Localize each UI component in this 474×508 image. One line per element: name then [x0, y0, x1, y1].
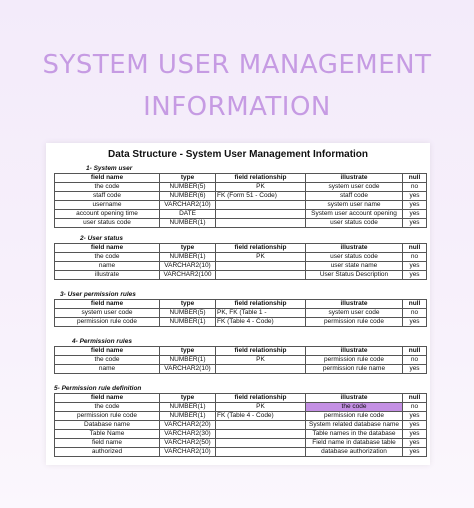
column-header: type	[160, 347, 216, 356]
table-cell[interactable]: name	[55, 365, 160, 374]
table-row	[55, 318, 427, 327]
table-cell[interactable]: yes	[403, 262, 427, 271]
table-row	[55, 262, 427, 271]
hero-title-line-1: SYSTEM USER MANAGEMENT	[42, 50, 432, 80]
table-cell[interactable]: PK	[216, 403, 306, 412]
table-cell[interactable]: yes	[403, 448, 427, 457]
table-cell[interactable]: yes	[403, 421, 427, 430]
table-cell[interactable]	[216, 201, 306, 210]
table-cell[interactable]: PK	[216, 253, 306, 262]
table-row	[55, 430, 427, 439]
table-cell[interactable]: user status code	[306, 219, 403, 228]
table-cell[interactable]	[216, 448, 306, 457]
table-cell[interactable]: permission rule code	[55, 412, 160, 421]
table-cell[interactable]: VARCHAR2(50)	[160, 439, 216, 448]
table-cell[interactable]: yes	[403, 271, 427, 280]
table-cell[interactable]: account opening time	[55, 210, 160, 219]
table-cell[interactable]: NUMBER(1)	[160, 253, 216, 262]
section-table	[54, 173, 427, 228]
column-header: field name	[55, 394, 160, 403]
table-row	[55, 356, 427, 365]
section-table	[54, 346, 427, 374]
section-table	[54, 299, 427, 327]
table-cell[interactable]: yes	[403, 439, 427, 448]
table-cell[interactable]: system user name	[306, 201, 403, 210]
table-cell[interactable]: VARCHAR2(20)	[160, 421, 216, 430]
table-cell[interactable]: staff code	[306, 192, 403, 201]
table-header-row	[55, 300, 427, 309]
page-hero-title	[0, 44, 474, 128]
table-cell[interactable]: Field name in database table	[306, 439, 403, 448]
sheet-title: Data Structure - System User Management Information	[107, 149, 369, 160]
table-cell[interactable]: field name	[55, 439, 160, 448]
column-header: illustrate	[306, 174, 403, 183]
column-header: null	[403, 174, 427, 183]
table-row	[55, 183, 427, 192]
section-title: 4- Permission rules	[72, 338, 132, 345]
table-cell[interactable]: system user code	[306, 183, 403, 192]
table-row	[55, 365, 427, 374]
column-header: illustrate	[306, 244, 403, 253]
table-row	[55, 201, 427, 210]
table-cell[interactable]: VARCHAR2(10)	[160, 201, 216, 210]
table-cell[interactable]: database authorization	[306, 448, 403, 457]
column-header: field relationship	[216, 300, 306, 309]
table-cell[interactable]: NUMBER(6)	[160, 192, 216, 201]
table-cell[interactable]: user state name	[306, 262, 403, 271]
table-cell[interactable]: Table Name	[55, 430, 160, 439]
table-header-row	[55, 347, 427, 356]
table-cell[interactable]	[216, 439, 306, 448]
table-row	[55, 448, 427, 457]
table-cell[interactable]	[216, 219, 306, 228]
section-title: 5- Permission rule definition	[54, 385, 142, 392]
table-cell[interactable]: the code	[55, 253, 160, 262]
table-cell[interactable]: User Status Description	[306, 271, 403, 280]
section-title: 2- User status	[80, 235, 123, 242]
table-cell[interactable]: yes	[403, 318, 427, 327]
table-cell[interactable]: Database name	[55, 421, 160, 430]
table-cell[interactable]: permission rule code	[306, 412, 403, 421]
table-cell[interactable]: PK	[216, 183, 306, 192]
table-cell[interactable]	[216, 421, 306, 430]
table-cell[interactable]: System related database name	[306, 421, 403, 430]
column-header: field name	[55, 244, 160, 253]
column-header: illustrate	[306, 347, 403, 356]
table-cell[interactable]: authorized	[55, 448, 160, 457]
table-header-row	[55, 174, 427, 183]
table-cell[interactable]: PK	[216, 356, 306, 365]
table-row	[55, 210, 427, 219]
column-header: type	[160, 174, 216, 183]
table-cell[interactable]: no	[403, 183, 427, 192]
table-cell[interactable]: no	[403, 253, 427, 262]
column-header: null	[403, 394, 427, 403]
table-cell[interactable]: yes	[403, 365, 427, 374]
table-cell[interactable]: no	[403, 403, 427, 412]
table-cell[interactable]: permission rule code	[306, 318, 403, 327]
table-cell[interactable]: yes	[403, 430, 427, 439]
table-cell[interactable]: NUMBER(1)	[160, 219, 216, 228]
column-header: field name	[55, 174, 160, 183]
table-cell[interactable]: FK (Form 51 - Code)	[216, 192, 306, 201]
table-row	[55, 271, 427, 280]
table-cell[interactable]: VARCHAR2(10)	[160, 448, 216, 457]
table-cell[interactable]: VARCHAR2(30)	[160, 430, 216, 439]
table-row	[55, 403, 427, 412]
table-cell[interactable]: NUMBER(5)	[160, 309, 216, 318]
table-cell[interactable]: NUMBER(1)	[160, 318, 216, 327]
table-cell[interactable]: the code	[306, 403, 403, 412]
column-header: type	[160, 244, 216, 253]
column-header: type	[160, 300, 216, 309]
table-cell[interactable]: permission rule code	[55, 318, 160, 327]
table-cell[interactable]: NUMBER(1)	[160, 412, 216, 421]
table-header-row	[55, 244, 427, 253]
table-cell[interactable]: VARCHAR2(10)	[160, 365, 216, 374]
table-cell[interactable]	[216, 210, 306, 219]
table-cell[interactable]: user status code	[55, 219, 160, 228]
column-header: illustrate	[306, 394, 403, 403]
table-cell[interactable]	[216, 365, 306, 374]
table-cell[interactable]: Table names in the database	[306, 430, 403, 439]
table-cell[interactable]: no	[403, 356, 427, 365]
table-cell[interactable]: FK (Table 4 - Code)	[216, 412, 306, 421]
table-cell[interactable]: permission rule name	[306, 365, 403, 374]
table-cell[interactable]: the code	[55, 183, 160, 192]
table-cell[interactable]: VARCHAR2(100	[160, 271, 216, 280]
column-header: null	[403, 244, 427, 253]
table-cell[interactable]: user status code	[306, 253, 403, 262]
table-cell[interactable]: the code	[55, 356, 160, 365]
table-cell[interactable]: yes	[403, 412, 427, 421]
table-row	[55, 219, 427, 228]
table-cell[interactable]: no	[403, 309, 427, 318]
table-row	[55, 192, 427, 201]
spreadsheet-preview	[46, 143, 430, 465]
column-header: field name	[55, 300, 160, 309]
table-row	[55, 412, 427, 421]
table-cell[interactable]: PK, FK (Table 1 -	[216, 309, 306, 318]
section-title: 1- System user	[86, 165, 133, 172]
section-title: 3- User permission rules	[60, 291, 136, 298]
hero-title-line-2: INFORMATION	[143, 92, 331, 122]
table-cell[interactable]: name	[55, 262, 160, 271]
table-cell[interactable]: NUMBER(1)	[160, 356, 216, 365]
table-cell[interactable]	[216, 271, 306, 280]
table-cell[interactable]: System user account opening	[306, 210, 403, 219]
table-cell[interactable]: username	[55, 201, 160, 210]
table-cell[interactable]: system user code	[55, 309, 160, 318]
table-cell[interactable]: VARCHAR2(10)	[160, 262, 216, 271]
column-header: field relationship	[216, 244, 306, 253]
column-header: illustrate	[306, 300, 403, 309]
table-cell[interactable]: yes	[403, 192, 427, 201]
column-header: type	[160, 394, 216, 403]
table-cell[interactable]: FK (Table 4 - Code)	[216, 318, 306, 327]
table-row	[55, 439, 427, 448]
column-header: field name	[55, 347, 160, 356]
table-cell[interactable]: staff code	[55, 192, 160, 201]
table-cell[interactable]: system user code	[306, 309, 403, 318]
column-header: field relationship	[216, 347, 306, 356]
table-cell[interactable]: yes	[403, 219, 427, 228]
column-header: null	[403, 300, 427, 309]
column-header: field relationship	[216, 174, 306, 183]
table-cell[interactable]: illustrate	[55, 271, 160, 280]
table-header-row	[55, 394, 427, 403]
column-header: field relationship	[216, 394, 306, 403]
table-cell[interactable]: yes	[403, 210, 427, 219]
table-cell[interactable]: NUMBER(5)	[160, 183, 216, 192]
column-header: null	[403, 347, 427, 356]
section-table	[54, 243, 427, 280]
table-cell[interactable]	[216, 262, 306, 271]
table-cell[interactable]: the code	[55, 403, 160, 412]
table-row	[55, 421, 427, 430]
section-table	[54, 393, 427, 457]
table-cell[interactable]: yes	[403, 201, 427, 210]
table-cell[interactable]	[216, 430, 306, 439]
table-row	[55, 309, 427, 318]
table-cell[interactable]: NUMBER(1)	[160, 403, 216, 412]
table-cell[interactable]: DATE	[160, 210, 216, 219]
table-row	[55, 253, 427, 262]
table-cell[interactable]: permission rule code	[306, 356, 403, 365]
